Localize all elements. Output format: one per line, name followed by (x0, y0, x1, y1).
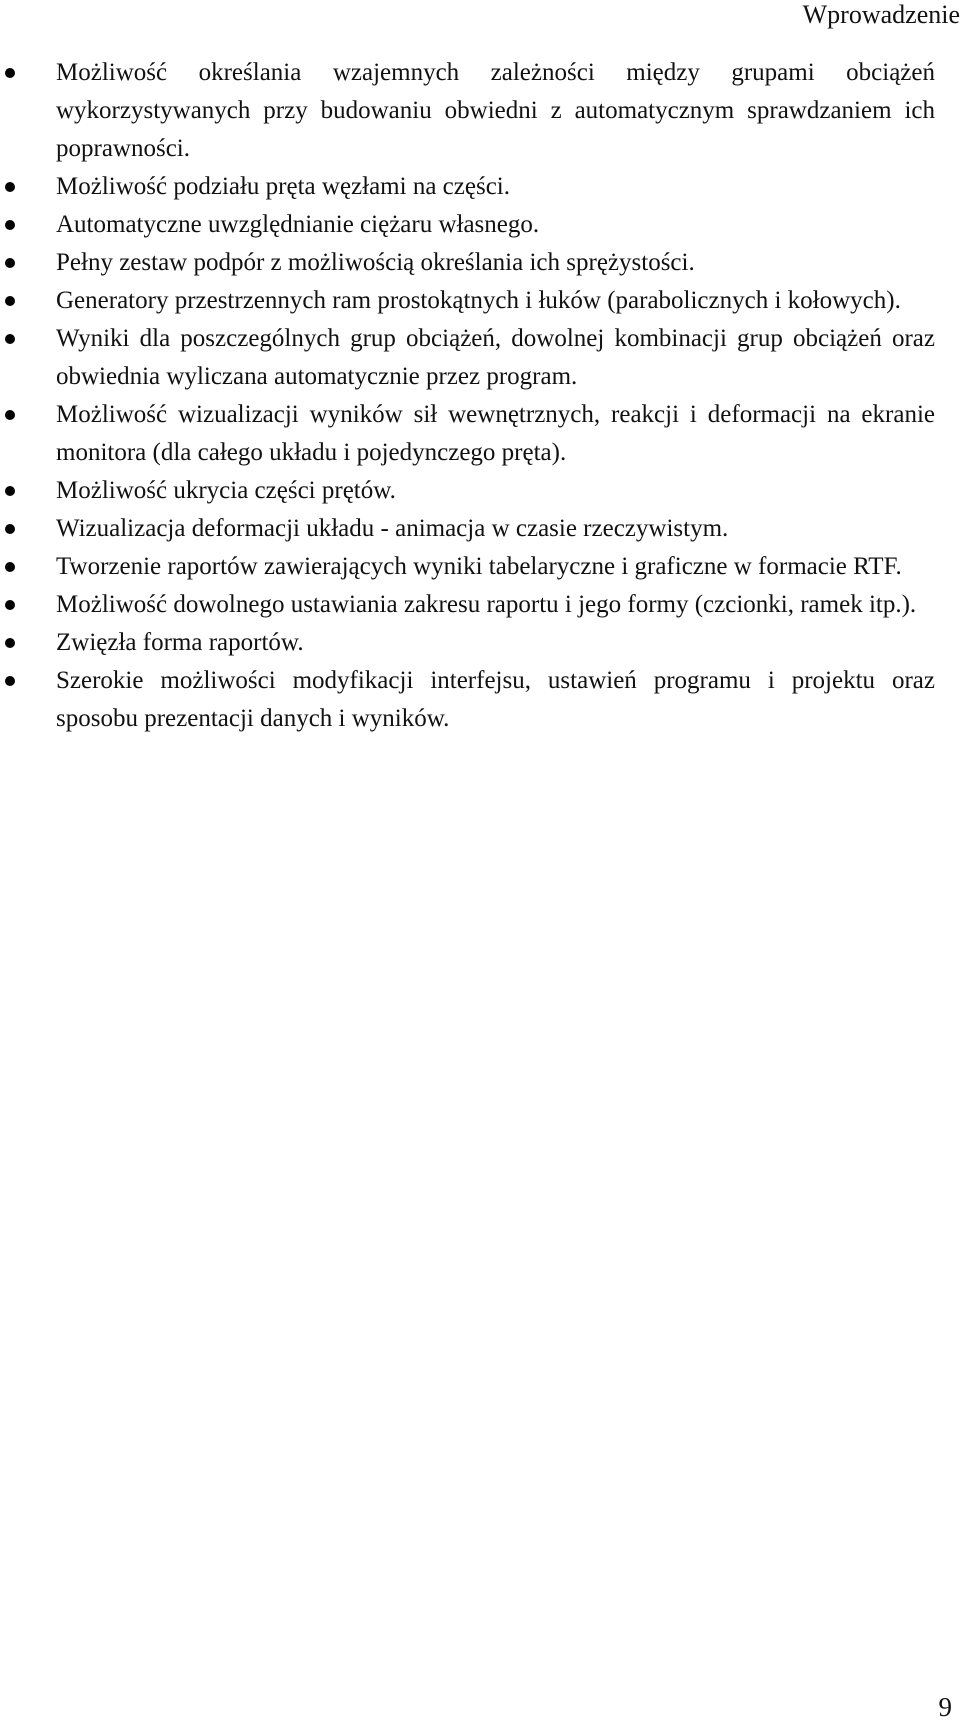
bullet-icon (5, 258, 15, 268)
list-item-text: Wyniki dla poszczególnych grup obciążeń, dowolnej kombinacji grup obciążeń oraz obwiednia wyliczana automatycznie przez program. (56, 325, 935, 390)
bullet-icon (5, 410, 15, 420)
list-item-text: Wizualizacja deformacji układu - animacja w czasie rzeczywistym. (56, 515, 729, 542)
page-header: Wprowadzenie (802, 0, 960, 29)
list-item-text: Pełny zestaw podpór z możliwością określania ich sprężystości. (56, 249, 695, 276)
bullet-icon (5, 562, 15, 572)
list-item-text: Możliwość podziału pręta węzłami na części. (56, 173, 510, 200)
list-item (0, 396, 935, 472)
bullet-icon (5, 638, 15, 648)
list-item (0, 586, 935, 624)
bullet-icon (5, 524, 15, 534)
bullet-icon (5, 182, 15, 192)
list-item-text: Możliwość wizualizacji wyników sił wewnętrznych, reakcji i deformacji na ekranie monitora (dla całego układu i pojedynczego pręta). (56, 401, 935, 466)
list-item-text: Automatyczne uwzględnianie ciężaru własnego. (56, 211, 540, 238)
list-item (0, 168, 935, 206)
list-item-text: Zwięzła forma raportów. (56, 629, 304, 656)
list-item (0, 206, 935, 244)
bullet-icon (5, 676, 15, 686)
bullet-icon (5, 220, 15, 230)
list-item-text: Możliwość dowolnego ustawiania zakresu raportu i jego formy (czcionki, ramek itp.). (56, 591, 917, 618)
list-item-text: Możliwość określania wzajemnych zależności między grupami obciążeń wykorzystywanych przy budowaniu obwiedni z automatycznym sprawdzaniem ich poprawności. (56, 59, 935, 162)
list-item (0, 662, 935, 738)
list-item (0, 548, 935, 586)
list-item (0, 320, 935, 396)
feature-list (0, 54, 935, 738)
list-item-text: Możliwość ukrycia części prętów. (56, 477, 396, 504)
bullet-icon (5, 334, 15, 344)
list-item-text: Generatory przestrzennych ram prostokątnych i łuków (parabolicznych i kołowych). (56, 287, 901, 314)
list-item-text: Tworzenie raportów zawierających wyniki tabelaryczne i graficzne w formacie RTF. (56, 553, 902, 580)
list-item (0, 244, 935, 282)
page-number: 9 (938, 1692, 952, 1722)
bullet-icon (5, 600, 15, 610)
bullet-icon (5, 296, 15, 306)
list-item (0, 282, 935, 320)
bullet-icon (5, 486, 15, 496)
bullet-icon (5, 68, 15, 78)
list-item (0, 472, 935, 510)
list-item-text: Szerokie możliwości modyfikacji interfejsu, ustawień programu i projektu oraz sposobu prezentacji danych i wyników. (56, 667, 935, 732)
list-item (0, 624, 935, 662)
list-item (0, 54, 935, 168)
list-item (0, 510, 935, 548)
